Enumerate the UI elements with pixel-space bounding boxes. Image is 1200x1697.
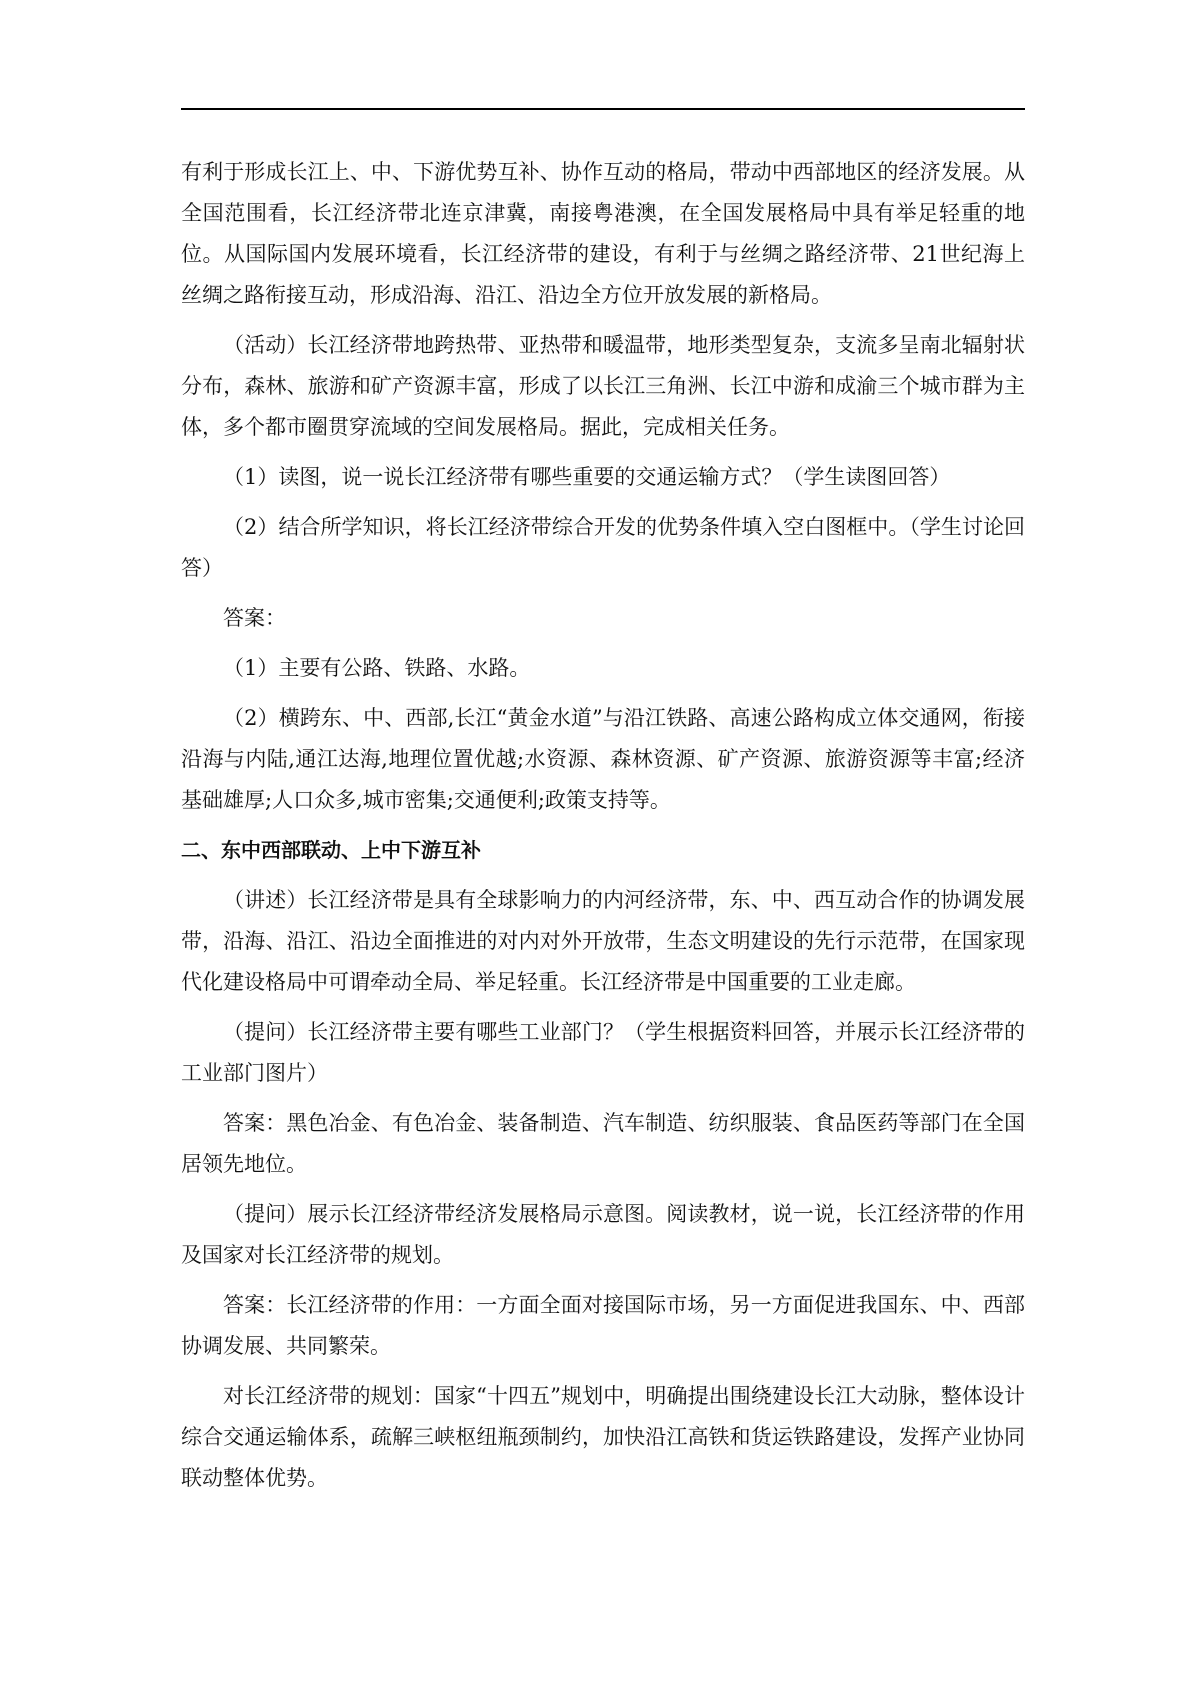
paragraph-answer-role: 答案：长江经济带的作用：一方面全面对接国际市场，另一方面促进我国东、中、西部协调发展、共同繁荣。	[181, 1293, 1025, 1358]
paragraph-task-2: （2）结合所学知识，将长江经济带综合开发的优势条件填入空白图框中。（学生讨论回答）	[181, 515, 1025, 580]
paragraph-task-1: （1）读图，说一说长江经济带有哪些重要的交通运输方式？（学生读图回答）	[223, 465, 951, 489]
paragraph-answer-1: （1）主要有公路、铁路、水路。	[223, 656, 531, 680]
paragraph-answer-label: 答案：	[223, 606, 286, 630]
paragraph-activity: （活动）长江经济带地跨热带、亚热带和暖温带，地形类型复杂，支流多呈南北辐射状分布，森林、旅游和矿产资源丰富，形成了以长江三角洲、长江中游和成渝三个城市群为主体，多个都市圈贯穿流域的空间发展格局。据此，完成相关任务。	[181, 333, 1025, 439]
paragraph-continuation: 有利于形成长江上、中、下游优势互补、协作互动的格局，带动中西部地区的经济发展。从全国范围看，长江经济带北连京津冀，南接粤港澳，在全国发展格局中具有举足轻重的地位。从国际国内发展环境看，长江经济带的建设，有利于与丝绸之路经济带、21世纪海上丝绸之路衔接互动，形成沿海、沿江、沿边全方位开放发展的新格局。	[181, 160, 1025, 307]
section-heading: 二、东中西部联动、上中下游互补	[181, 838, 481, 862]
paragraph-planning: 对长江经济带的规划：国家“十四五”规划中，明确提出围绕建设长江大动脉，整体设计综合交通运输体系，疏解三峡枢纽瓶颈制约，加快沿江高铁和货运铁路建设，发挥产业协同联动整体优势。	[181, 1384, 1025, 1490]
paragraph-answer-industry: 答案：黑色冶金、有色冶金、装备制造、汽车制造、纺织服装、食品医药等部门在全国居领先地位。	[181, 1111, 1025, 1176]
document-body	[181, 152, 1025, 1508]
paragraph-answer-2: （2）横跨东、中、西部,长江“黄金水道”与沿江铁路、高速公路构成立体交通网，衔接沿海与内陆,通江达海,地理位置优越;水资源、森林资源、矿产资源、旅游资源等丰富;经济基础雄厚;人口众多,城市密集;交通便利;政策支持等。	[181, 706, 1025, 812]
paragraph-lecture: （讲述）长江经济带是具有全球影响力的内河经济带，东、中、西互动合作的协调发展带，沿海、沿江、沿边全面推进的对内对外开放带，生态文明建设的先行示范带，在国家现代化建设格局中可谓牵动全局、举足轻重。长江经济带是中国重要的工业走廊。	[181, 888, 1025, 994]
paragraph-question-role: （提问）展示长江经济带经济发展格局示意图。阅读教材，说一说，长江经济带的作用及国家对长江经济带的规划。	[181, 1202, 1025, 1267]
paragraph-question-industry: （提问）长江经济带主要有哪些工业部门？（学生根据资料回答，并展示长江经济带的工业部门图片）	[181, 1020, 1025, 1085]
header-rule	[181, 108, 1025, 110]
